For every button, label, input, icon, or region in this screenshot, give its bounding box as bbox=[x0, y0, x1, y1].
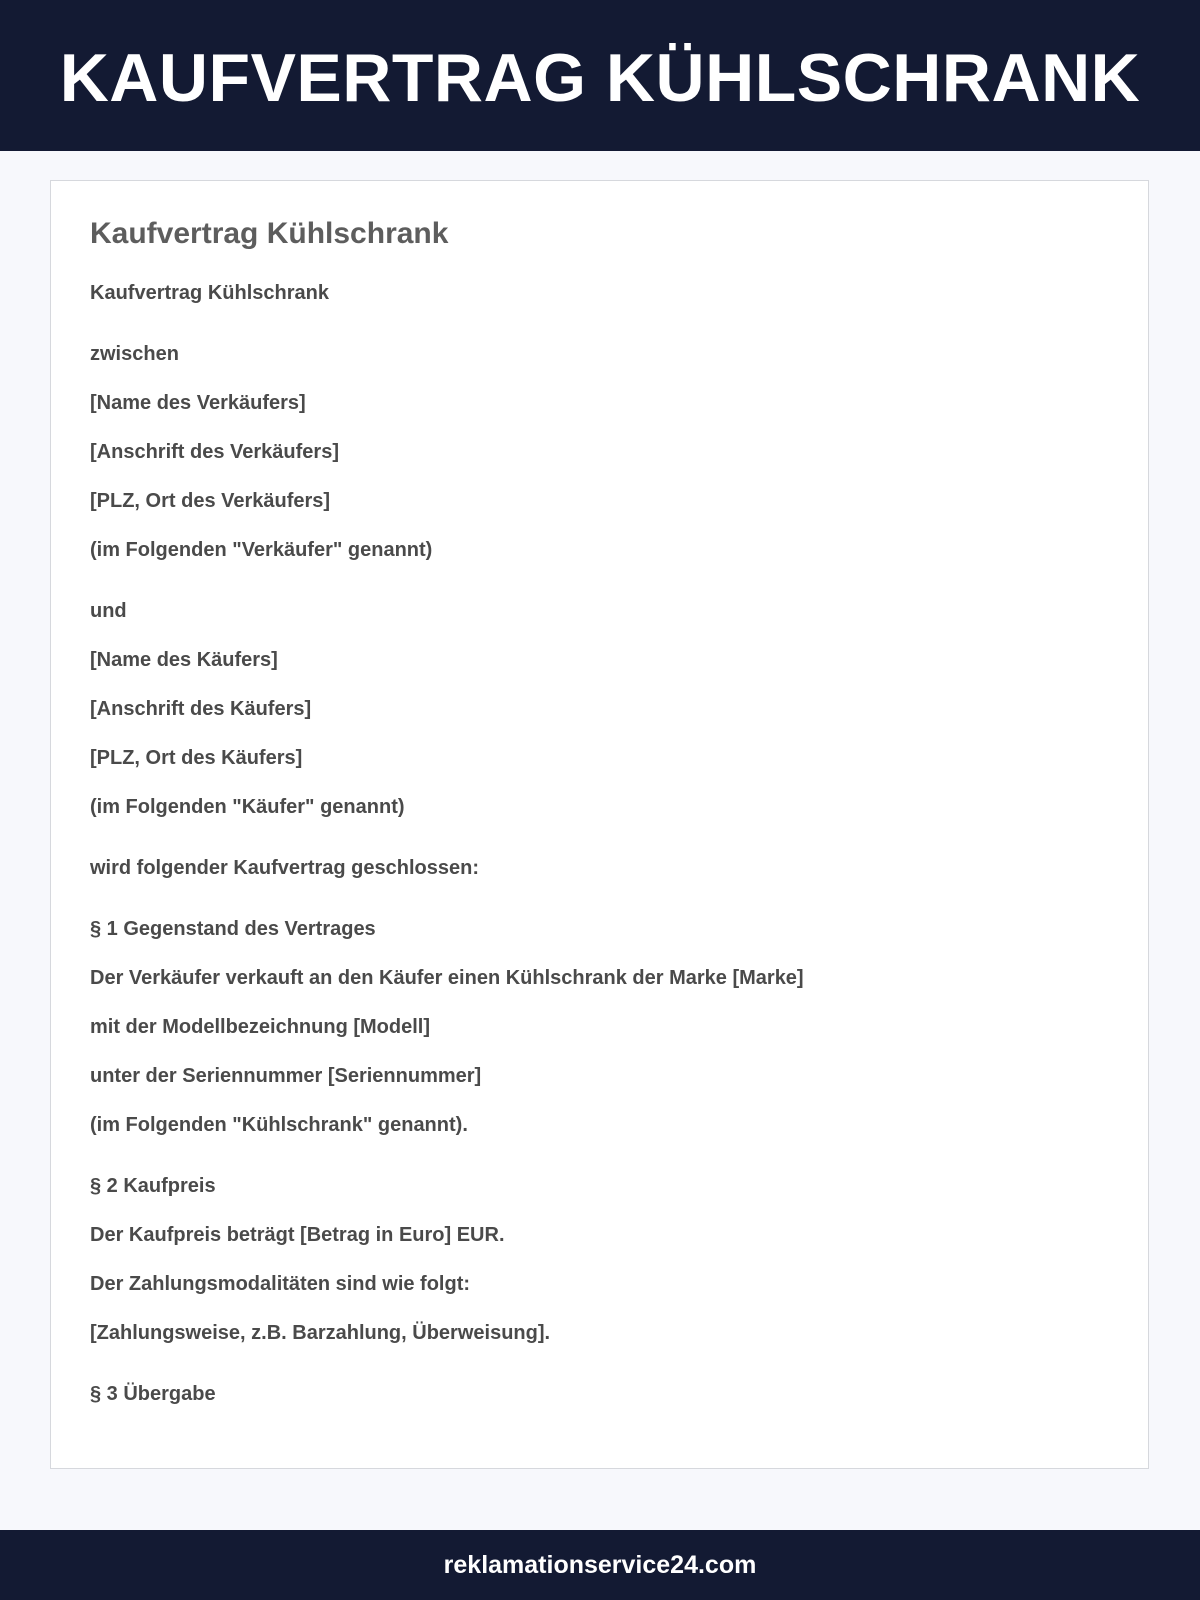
document-heading: Kaufvertrag Kühlschrank bbox=[90, 282, 329, 304]
section-2-text: [Zahlungsweise, z.B. Barzahlung, Überweisung]. bbox=[90, 1322, 551, 1344]
contract-document bbox=[50, 180, 1149, 1469]
buyer-name: [Name des Käufers] bbox=[90, 649, 278, 671]
seller-designation: (im Folgenden "Verkäufer" genannt) bbox=[90, 539, 433, 561]
section-1-text: unter der Seriennummer [Seriennummer] bbox=[90, 1065, 482, 1087]
section-3-heading: § 3 Übergabe bbox=[90, 1383, 216, 1405]
page-title: KAUFVERTRAG KÜHLSCHRANK bbox=[59, 39, 1141, 116]
buyer-designation: (im Folgenden "Käufer" genannt) bbox=[90, 796, 405, 818]
section-1-text: mit der Modellbezeichnung [Modell] bbox=[90, 1016, 430, 1038]
seller-name: [Name des Verkäufers] bbox=[90, 392, 306, 414]
page-footer bbox=[0, 1530, 1200, 1600]
parties-intro: zwischen bbox=[90, 343, 179, 365]
section-2-text: Der Zahlungsmodalitäten sind wie folgt: bbox=[90, 1273, 471, 1295]
section-2-text: Der Kaufpreis beträgt [Betrag in Euro] EUR. bbox=[90, 1224, 505, 1246]
parties-conjunction: und bbox=[90, 600, 127, 622]
page-header bbox=[0, 0, 1200, 151]
buyer-city: [PLZ, Ort des Käufers] bbox=[90, 747, 303, 769]
contract-conclusion: wird folgender Kaufvertrag geschlossen: bbox=[90, 857, 479, 879]
section-2-heading: § 2 Kaufpreis bbox=[90, 1175, 216, 1197]
seller-city: [PLZ, Ort des Verkäufers] bbox=[90, 490, 331, 512]
section-1-heading: § 1 Gegenstand des Vertrages bbox=[90, 918, 376, 940]
section-1-text: Der Verkäufer verkauft an den Käufer einen Kühlschrank der Marke [Marke] bbox=[90, 967, 804, 989]
footer-site-name: reklamationservice24.com bbox=[443, 1550, 757, 1579]
seller-address: [Anschrift des Verkäufers] bbox=[90, 441, 339, 463]
buyer-address: [Anschrift des Käufers] bbox=[90, 698, 312, 720]
document-title: Kaufvertrag Kühlschrank bbox=[90, 217, 449, 250]
section-1-text: (im Folgenden "Kühlschrank" genannt). bbox=[90, 1114, 468, 1136]
